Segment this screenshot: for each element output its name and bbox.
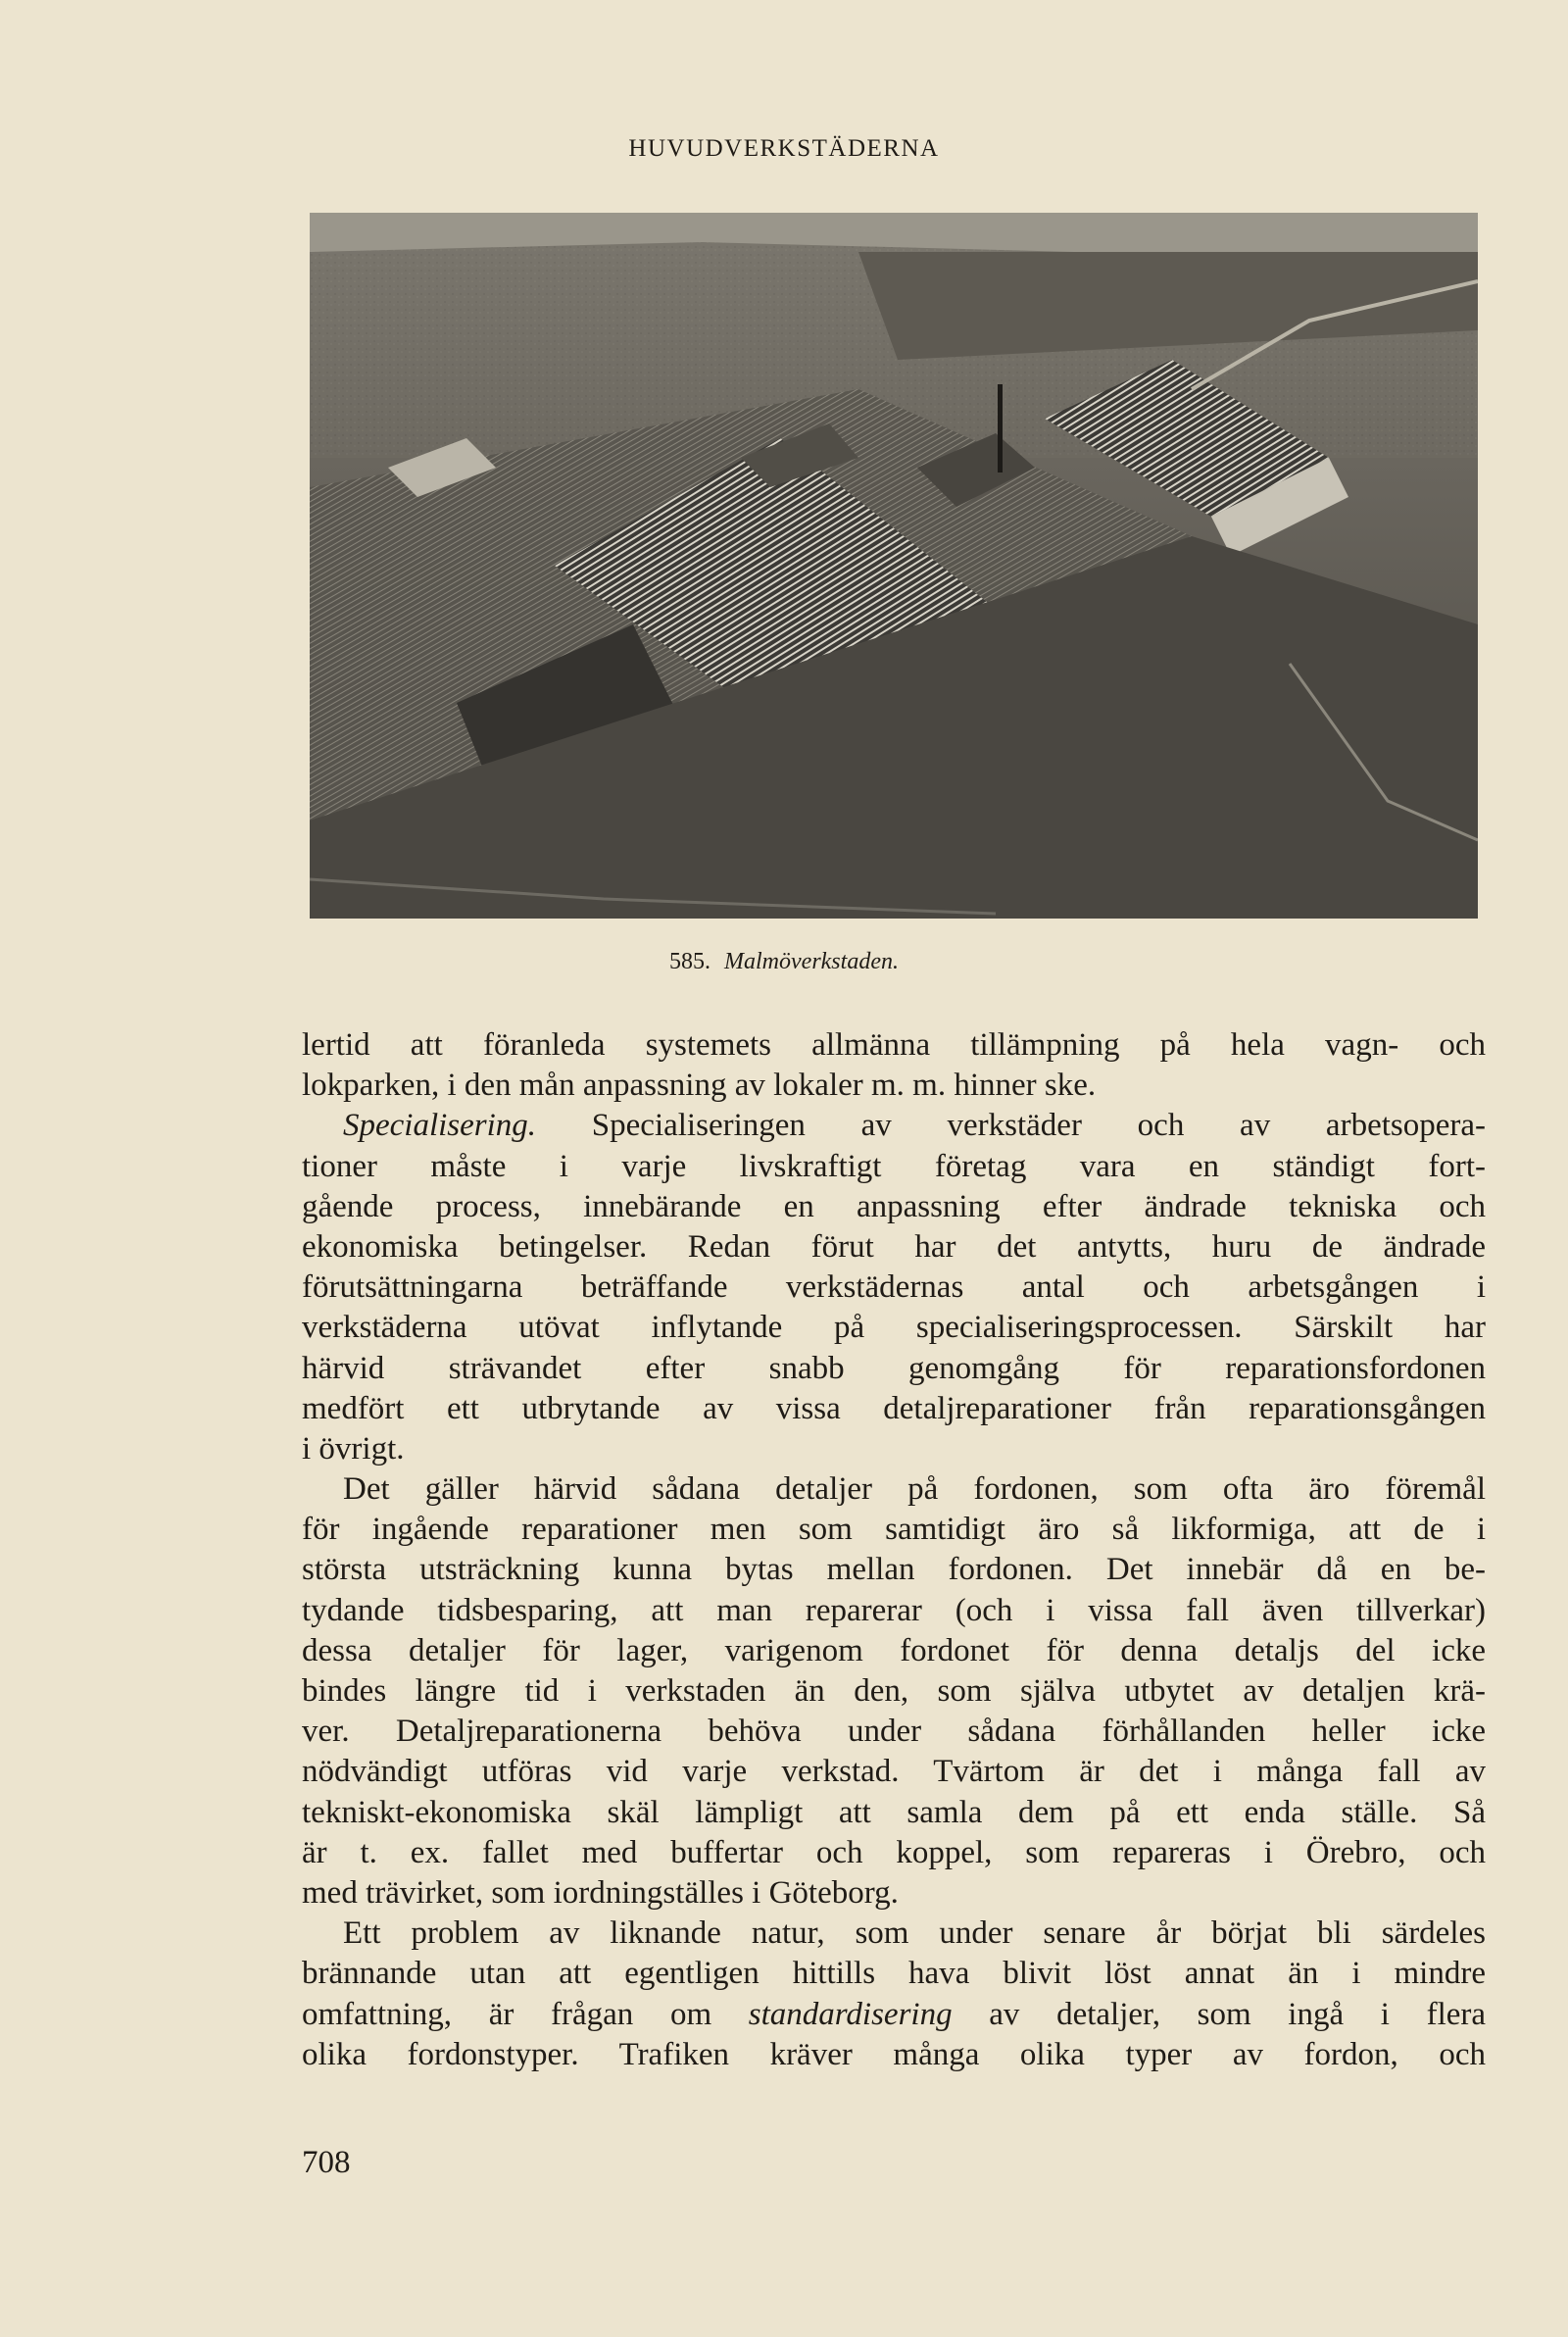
text-line: är t. ex. fallet med buffertar och koppel, som repareras i Örebro, och bbox=[302, 1834, 1486, 1870]
text-line: härvid strävandet efter snabb genomgång för reparationsfordonen bbox=[302, 1350, 1486, 1386]
text-line: Det gäller härvid sådana detaljer på fordonen, som ofta äro föremål bbox=[343, 1471, 1486, 1508]
text-line: tioner måste i varje livskraftigt företag vara en ständigt fort- bbox=[302, 1148, 1486, 1184]
text-line: gående process, innebärande en anpassning efter ändrade tekniska och bbox=[302, 1188, 1486, 1224]
text-line: lokparken, i den mån anpassning av lokaler m. m. hinner ske. bbox=[302, 1068, 1097, 1104]
text-run: Specialiseringen av verkstäder och av arbetsopera- bbox=[591, 1108, 1486, 1144]
text-line bbox=[302, 1995, 1486, 2035]
text-line: förutsättningarna beträffande verkstädernas antal och arbetsgången i bbox=[302, 1269, 1486, 1306]
figure-number: 585. bbox=[669, 949, 711, 974]
text-line: ver. Detaljreparationerna behöva under sådana förhållanden heller icke bbox=[302, 1714, 1486, 1750]
aerial-photograph-image bbox=[310, 213, 1478, 919]
page-number: 708 bbox=[302, 2145, 351, 2180]
text-line: bindes längre tid i verkstaden än den, som själva utbytet av detaljen krä- bbox=[302, 1673, 1486, 1709]
text-line: brännande utan att egentligen hittills hava blivit löst annat än i mindre bbox=[302, 1956, 1486, 1992]
side-heading: Specialisering. bbox=[343, 1108, 537, 1144]
text-run: av detaljer, som ingå i flera bbox=[989, 1996, 1487, 2032]
text-line: tekniskt-ekonomiska skäl lämpligt att samla dem på ett enda ställe. Så bbox=[302, 1794, 1486, 1830]
text-line bbox=[302, 1106, 1486, 1146]
text-line: medfört ett utbrytande av vissa detaljreparationer från reparationsgången bbox=[302, 1390, 1486, 1426]
running-header: HUVUDVERKSTÄDERNA bbox=[628, 135, 940, 162]
text-line: med trävirket, som iordningställes i Göteborg. bbox=[302, 1874, 899, 1911]
text-line: i övrigt. bbox=[302, 1430, 405, 1467]
text-line: största utsträckning kunna bytas mellan fordonen. Det innebär då en be- bbox=[302, 1552, 1486, 1588]
text-line: Ett problem av liknande natur, som under senare år börjat bli särdeles bbox=[343, 1915, 1486, 1952]
figure-caption bbox=[0, 949, 1568, 975]
figure-caption-text: Malmöverkstaden. bbox=[724, 949, 899, 974]
text-line: dessa detaljer för lager, varigenom fordonet för denna detaljs del icke bbox=[302, 1632, 1486, 1668]
text-line: nödvändigt utföras vid varje verkstad. Tvärtom är det i många fall av bbox=[302, 1754, 1486, 1790]
text-run: omfattning, är frågan om bbox=[302, 1996, 712, 2032]
text-line: lertid att föranleda systemets allmänna tillämpning på hela vagn- och bbox=[302, 1027, 1486, 1063]
emphasized-term: standardisering bbox=[748, 1996, 953, 2032]
text-line: verkstäderna utövat inflytande på specialiseringsprocessen. Särskilt har bbox=[302, 1310, 1486, 1346]
aerial-photograph bbox=[310, 213, 1478, 919]
body-text bbox=[302, 1025, 1486, 2075]
text-line: tydande tidsbesparing, att man reparerar (och i vissa fall även tillverkar) bbox=[302, 1592, 1486, 1628]
text-line: för ingående reparationer men som samtidigt äro så likformiga, att de i bbox=[302, 1512, 1486, 1548]
text-line: ekonomiska betingelser. Redan förut har det antytts, huru de ändrade bbox=[302, 1228, 1486, 1265]
text-line: olika fordonstyper. Trafiken kräver många olika typer av fordon, och bbox=[302, 2036, 1486, 2072]
